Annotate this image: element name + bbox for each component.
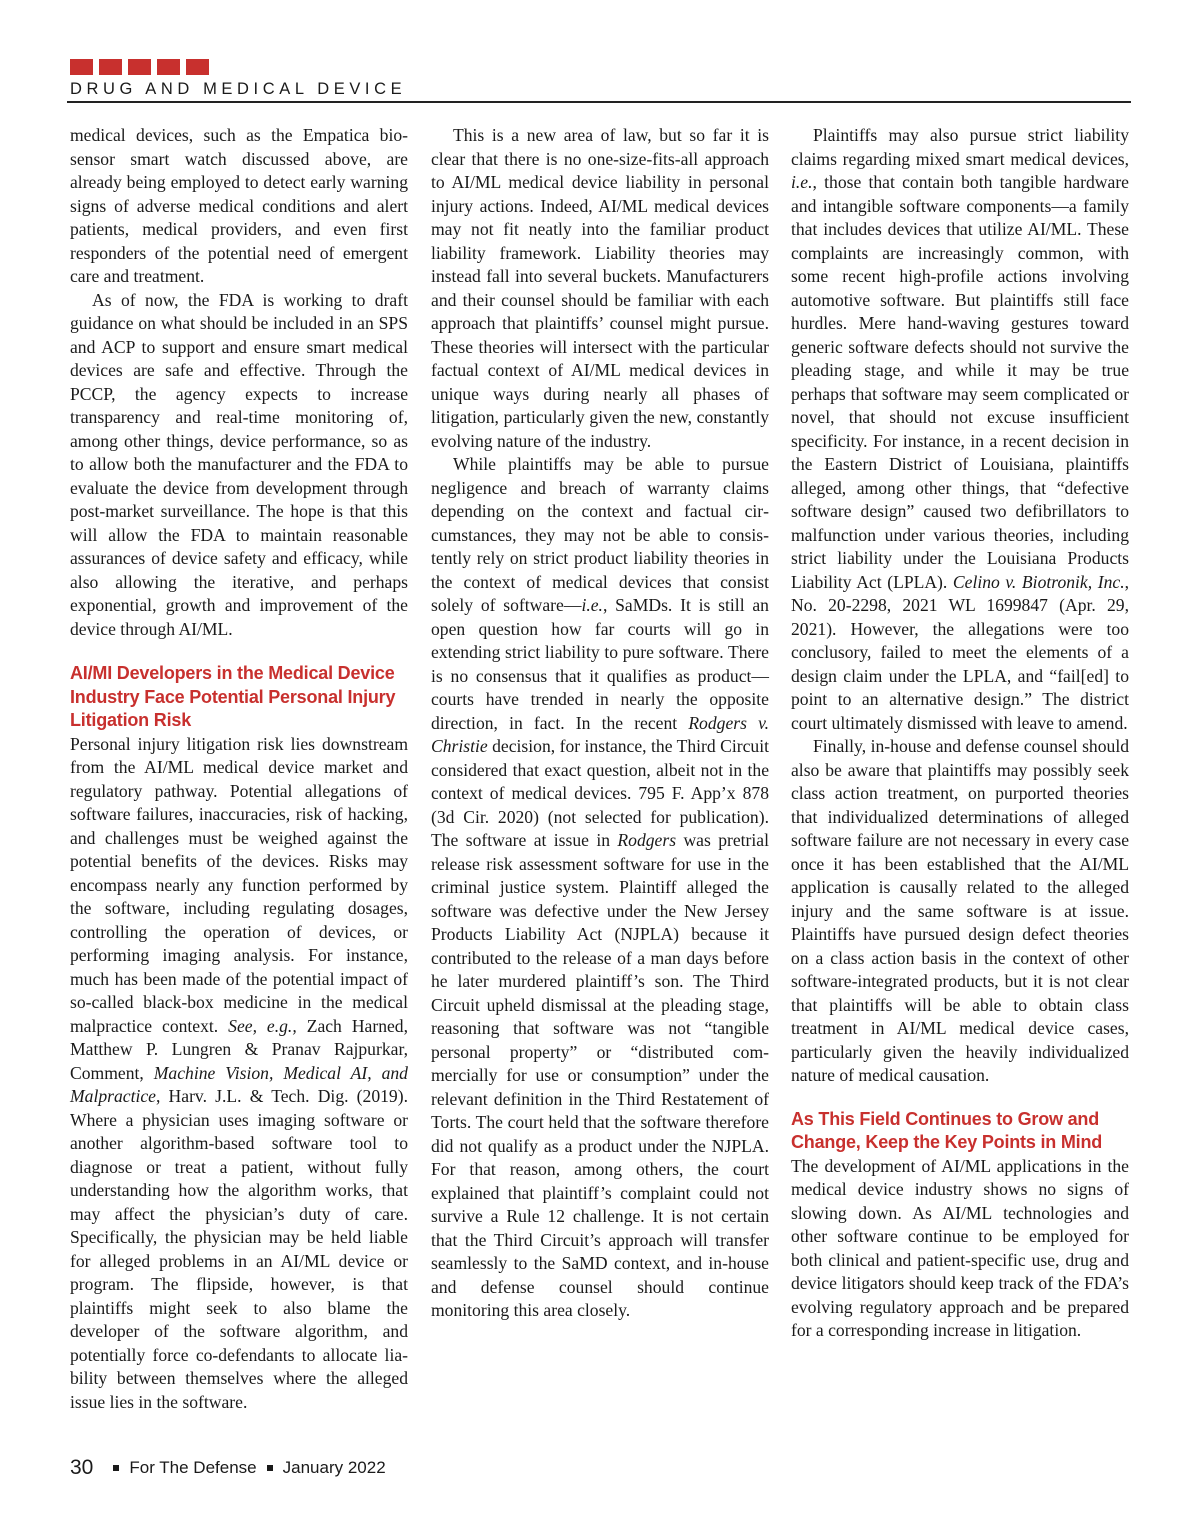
- header-rule: [67, 101, 1131, 103]
- section-heading: As This Field Continues to Grow and Change, Keep the Key Points in Mind: [791, 1108, 1103, 1152]
- issue-date: January 2022: [282, 1458, 386, 1477]
- header-square: [99, 59, 122, 75]
- header-square: [70, 59, 93, 75]
- paragraph: As of now, the FDA is working to draft guidance on what should be included in an SPS and ACP to support and ensure smart medical devices are safe and effective. Through the PCCP, the agency expects to increase transparency and real-time monitoring of, among other things, device performance, so as to allow both the manufacturer and the FDA to evaluate the device from development through post-market surveillance. The hope is that this will allow the FDA to maintain reasonable assurances of device safety and efficacy, while also allowing the iterative, and perhaps exponential, growth and improvement of the device through AI/ML.: [70, 289, 408, 639]
- publication-name: For The Defense: [129, 1458, 257, 1477]
- section-label: DRUG AND MEDICAL DEVICE: [70, 80, 407, 98]
- header-square: [186, 59, 209, 75]
- header-decoration: [70, 59, 209, 75]
- bullet-icon: [267, 1465, 273, 1471]
- section-heading: AI/MI Developers in the Medical Device Industry Face Potential Personal Injury Litigation Risk: [70, 663, 396, 730]
- column-2: [431, 124, 769, 1323]
- paragraph: The development of AI/ML applications in the medical device industry shows no signs of slowing down. As AI/ML technologies and other software continue to be employed for both clinical and patient-specific use, drug and device litigators should keep track of the FDA’s evolving regulatory approach and be prepared for a corresponding increase in litigation.: [791, 1155, 1129, 1340]
- page-number: 30: [70, 1456, 94, 1479]
- page-footer: [70, 1455, 386, 1481]
- header-square: [157, 59, 180, 75]
- paragraph: This is a new area of law, but so far it is clear that there is no one-size-fits-all approach to AI/ML medical device liability in personal injury actions. Indeed, AI/ML medical devices may not fit neatly into the familiar product liability framework. Liability theories may instead fall into several buckets. Manufacturers and their counsel should be familiar with each approach that plaintiffs’ counsel might pursue. These theories will intersect with the particular factual context of AI/ML medical devices in unique ways during nearly all phases of litigation, particularly given the new, constantly evolving nature of the industry.: [431, 125, 769, 451]
- paragraph: While plaintiffs may be able to pursue negligence and breach of warranty claims depending on the context and factual circumstances, they may not be able to consistently rely on strict product liability theories in the context of medical devices that consist solely of software—i.e., SaMDs. It is still an open question how far courts will go in extending strict liability to pure software. There is no consensus that it qualifies as product—courts have trended in nearly the opposite direction, in fact. In the recent Rodgers v. Christie decision, for instance, the Third Circuit considered that exact question, albeit not in the context of medical devices. 795 F. App’x 878 (3d Cir. 2020) (not selected for publication). The software at issue in Rodgers was pretrial release risk assessment software for use in the criminal justice system. Plaintiff alleged the software was defective under the New Jersey Products Liability Act (NJPLA) because it contributed to the release of a man days before he later murdered plaintiff’s son. The Third Circuit upheld dismissal at the pleading stage, reasoning that software was not “tangible personal property” or “distributed commercially for use or consumption” under the relevant definition in the Third Restatement of Torts. The court held that the software therefore did not qualify as a product under the NJPLA. For that reason, among others, the court explained that plaintiff’s complaint could not survive a Rule 12 challenge. It is not certain that the Third Circuit’s approach will transfer seamlessly to the SaMD context, and in-house and defense counsel should continue monitoring this area closely.: [431, 454, 769, 1320]
- paragraph: Finally, in-house and defense counsel should also be aware that plaintiffs may possibly seek class action treatment, on purported theories that individualized determinations of alleged software failure are not necessary in every case once it has been established that the AI/ML application is causally related to the alleged injury and the same software is at issue. Plaintiffs have pursued design defect theories on a class action basis in the context of other software-integrated products, but it is not clear that plaintiffs will be able to obtain class treatment in AI/ML medical device cases, particularly given the heavily individualized nature of medical causation.: [791, 736, 1129, 1085]
- paragraph: Plaintiffs may also pursue strict liability claims regarding mixed smart medical devices, i.e., those that contain both tangible hardware and intangible software components—a family that includes devices that utilize AI/ML. These complaints are increasingly common, with some recent high-profile actions involving automotive software. But plaintiffs still face hurdles. Mere hand-waving gestures toward generic software defects should not survive the pleading stage, and while it may be true perhaps that software may seem complicated or novel, that should not excuse insufficient specificity. For instance, in a recent decision in the Eastern District of Louisiana, plaintiffs alleged, among other things, that “defective software design” caused two defibrillators to malfunction under various theories, including strict liability under the Louisiana Products Liability Act (LPLA). Celino v. Biotronik, Inc., No. 20-2298, 2021 WL 1699847 (Apr. 29, 2021). However, the allegations were too conclusory, failed to meet the elements of a design claim under the LPLA, and “fail[ed] to point to an alternative design.” The district court ultimately dismissed with leave to amend.: [791, 125, 1129, 733]
- paragraph: Personal injury litigation risk lies downstream from the AI/ML medical device market and regulatory pathway. Potential allegations of software failures, inaccuracies, risk of hacking, and challenges must be weighed against the potential benefits of the devices. Risks may encompass nearly any function performed by the software, including regulating dosages, controlling the operation of devices, or performing imaging analysis. For instance, much has been made of the potential impact of so-called black-box medicine in the medical malpractice context. See, e.g., Zach Harned, Matthew P. Lungren & Pranav Rajpurkar, Comment, Machine Vision, Medical AI, and Malpractice, Harv. J.L. & Tech. Dig. (2019). Where a physician uses imaging software or another algorithm-based software tool to diagnose or treat a patient, without fully understanding how the algorithm works, that may affect the physician’s duty of care. Specifically, the physician may be held liable for alleged problems in an AI/ML device or program. The flipside, however, is that plaintiffs might seek to also blame the developer of the software algorithm, and potentially force co-defendants to allocate liability between themselves where the alleged issue lies in the software.: [70, 733, 408, 1412]
- header-square: [128, 59, 151, 75]
- column-1: [70, 124, 408, 1414]
- paragraph: medical devices, such as the Empatica biosensor smart watch discussed above, are already being employed to detect early warning signs of adverse medical conditions and alert patients, medical providers, and even first responders of the potential need of emergent care and treatment.: [70, 125, 408, 286]
- bullet-icon: [113, 1465, 119, 1471]
- column-3: [791, 124, 1129, 1343]
